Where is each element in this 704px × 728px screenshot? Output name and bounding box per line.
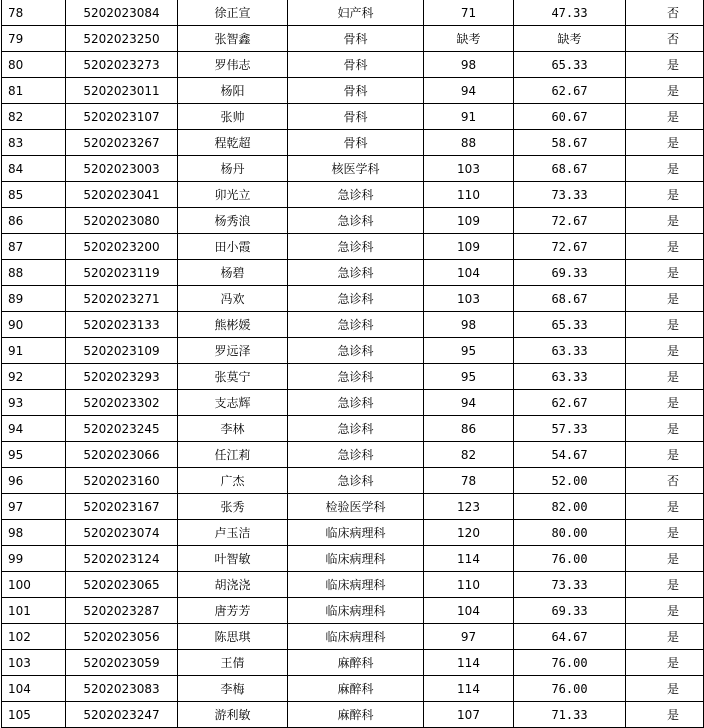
cell-name: 任江莉: [178, 442, 288, 468]
cell-written-score: 88: [424, 130, 514, 156]
cell-exam-number: 5202023066: [66, 442, 178, 468]
cell-exam-number: 5202023084: [66, 0, 178, 26]
cell-name: 广杰: [178, 468, 288, 494]
cell-written-score: 82: [424, 442, 514, 468]
cell-department: 急诊科: [288, 364, 424, 390]
cell-index: 80: [2, 52, 66, 78]
table-row: [2, 182, 704, 208]
cell-exam-number: 5202023302: [66, 390, 178, 416]
cell-department: 临床病理科: [288, 624, 424, 650]
cell-name: 张莫宁: [178, 364, 288, 390]
cell-index: 85: [2, 182, 66, 208]
cell-exam-number: 5202023167: [66, 494, 178, 520]
cell-converted-score: 63.33: [514, 364, 626, 390]
cell-exam-number: 5202023074: [66, 520, 178, 546]
cell-qualified: 是: [626, 130, 704, 156]
cell-name: 支志辉: [178, 390, 288, 416]
cell-department: 急诊科: [288, 416, 424, 442]
cell-written-score: 78: [424, 468, 514, 494]
cell-qualified: 是: [626, 260, 704, 286]
cell-qualified: 是: [626, 338, 704, 364]
cell-name: 冯欢: [178, 286, 288, 312]
cell-exam-number: 5202023250: [66, 26, 178, 52]
table-row: [2, 546, 704, 572]
cell-exam-number: 5202023271: [66, 286, 178, 312]
cell-written-score: 120: [424, 520, 514, 546]
cell-exam-number: 5202023273: [66, 52, 178, 78]
cell-qualified: 是: [626, 702, 704, 728]
cell-converted-score: 76.00: [514, 546, 626, 572]
cell-department: 临床病理科: [288, 520, 424, 546]
cell-exam-number: 5202023041: [66, 182, 178, 208]
cell-converted-score: 69.33: [514, 598, 626, 624]
table-row: [2, 390, 704, 416]
cell-name: 熊彬媛: [178, 312, 288, 338]
cell-written-score: 109: [424, 208, 514, 234]
cell-index: 91: [2, 338, 66, 364]
cell-qualified: 否: [626, 0, 704, 26]
cell-converted-score: 76.00: [514, 650, 626, 676]
cell-index: 99: [2, 546, 66, 572]
cell-department: 骨科: [288, 104, 424, 130]
cell-written-score: 110: [424, 182, 514, 208]
cell-qualified: 否: [626, 468, 704, 494]
cell-written-score: 缺考: [424, 26, 514, 52]
cell-name: 罗伟志: [178, 52, 288, 78]
cell-exam-number: 5202023247: [66, 702, 178, 728]
cell-exam-number: 5202023293: [66, 364, 178, 390]
cell-department: 急诊科: [288, 442, 424, 468]
cell-index: 88: [2, 260, 66, 286]
cell-name: 杨碧: [178, 260, 288, 286]
cell-converted-score: 72.67: [514, 234, 626, 260]
cell-index: 95: [2, 442, 66, 468]
table-row: [2, 520, 704, 546]
table-row: [2, 130, 704, 156]
cell-department: 临床病理科: [288, 546, 424, 572]
cell-exam-number: 5202023200: [66, 234, 178, 260]
cell-written-score: 71: [424, 0, 514, 26]
cell-qualified: 是: [626, 416, 704, 442]
cell-name: 张智鑫: [178, 26, 288, 52]
cell-exam-number: 5202023160: [66, 468, 178, 494]
cell-exam-number: 5202023133: [66, 312, 178, 338]
table-row: [2, 234, 704, 260]
cell-written-score: 91: [424, 104, 514, 130]
cell-name: 胡浇浇: [178, 572, 288, 598]
cell-name: 田小霞: [178, 234, 288, 260]
cell-exam-number: 5202023065: [66, 572, 178, 598]
cell-written-score: 95: [424, 338, 514, 364]
cell-name: 杨丹: [178, 156, 288, 182]
cell-exam-number: 5202023003: [66, 156, 178, 182]
cell-exam-number: 5202023080: [66, 208, 178, 234]
cell-written-score: 110: [424, 572, 514, 598]
cell-index: 101: [2, 598, 66, 624]
cell-converted-score: 54.67: [514, 442, 626, 468]
cell-converted-score: 58.67: [514, 130, 626, 156]
cell-name: 卢玉洁: [178, 520, 288, 546]
cell-index: 90: [2, 312, 66, 338]
cell-converted-score: 80.00: [514, 520, 626, 546]
cell-qualified: 是: [626, 364, 704, 390]
table-row: [2, 260, 704, 286]
cell-qualified: 是: [626, 52, 704, 78]
cell-name: 卯光立: [178, 182, 288, 208]
cell-department: 急诊科: [288, 208, 424, 234]
cell-department: 检验医学科: [288, 494, 424, 520]
cell-qualified: 是: [626, 598, 704, 624]
cell-index: 98: [2, 520, 66, 546]
cell-name: 罗远泽: [178, 338, 288, 364]
cell-exam-number: 5202023107: [66, 104, 178, 130]
cell-written-score: 86: [424, 416, 514, 442]
cell-department: 临床病理科: [288, 598, 424, 624]
cell-exam-number: 5202023119: [66, 260, 178, 286]
cell-index: 82: [2, 104, 66, 130]
cell-converted-score: 72.67: [514, 208, 626, 234]
cell-index: 87: [2, 234, 66, 260]
cell-qualified: 是: [626, 286, 704, 312]
cell-qualified: 是: [626, 520, 704, 546]
cell-index: 92: [2, 364, 66, 390]
cell-exam-number: 5202023124: [66, 546, 178, 572]
table-row: [2, 650, 704, 676]
cell-qualified: 是: [626, 234, 704, 260]
table-row: [2, 598, 704, 624]
cell-index: 94: [2, 416, 66, 442]
cell-converted-score: 57.33: [514, 416, 626, 442]
table-row: [2, 312, 704, 338]
cell-exam-number: 5202023267: [66, 130, 178, 156]
table-row: [2, 156, 704, 182]
cell-department: 急诊科: [288, 260, 424, 286]
cell-department: 急诊科: [288, 234, 424, 260]
cell-index: 93: [2, 390, 66, 416]
cell-qualified: 是: [626, 312, 704, 338]
cell-converted-score: 62.67: [514, 390, 626, 416]
cell-qualified: 是: [626, 546, 704, 572]
table-row: [2, 702, 704, 728]
cell-index: 79: [2, 26, 66, 52]
cell-qualified: 是: [626, 156, 704, 182]
cell-written-score: 114: [424, 650, 514, 676]
cell-index: 86: [2, 208, 66, 234]
cell-department: 麻醉科: [288, 676, 424, 702]
cell-exam-number: 5202023083: [66, 676, 178, 702]
cell-exam-number: 5202023287: [66, 598, 178, 624]
cell-department: 急诊科: [288, 312, 424, 338]
cell-name: 杨秀浪: [178, 208, 288, 234]
cell-written-score: 123: [424, 494, 514, 520]
cell-name: 徐正宣: [178, 0, 288, 26]
cell-written-score: 95: [424, 364, 514, 390]
table-row: [2, 78, 704, 104]
cell-converted-score: 缺考: [514, 26, 626, 52]
cell-name: 杨阳: [178, 78, 288, 104]
cell-written-score: 97: [424, 624, 514, 650]
cell-converted-score: 73.33: [514, 572, 626, 598]
cell-index: 96: [2, 468, 66, 494]
cell-qualified: 是: [626, 208, 704, 234]
cell-written-score: 94: [424, 390, 514, 416]
cell-name: 叶智敏: [178, 546, 288, 572]
cell-written-score: 104: [424, 598, 514, 624]
cell-index: 84: [2, 156, 66, 182]
cell-written-score: 103: [424, 156, 514, 182]
cell-written-score: 103: [424, 286, 514, 312]
cell-qualified: 是: [626, 390, 704, 416]
cell-qualified: 是: [626, 104, 704, 130]
table-row: [2, 0, 704, 26]
cell-written-score: 114: [424, 676, 514, 702]
table-row: [2, 338, 704, 364]
results-table: [1, 0, 704, 728]
table-row: [2, 416, 704, 442]
cell-department: 急诊科: [288, 182, 424, 208]
cell-converted-score: 73.33: [514, 182, 626, 208]
cell-department: 急诊科: [288, 468, 424, 494]
cell-converted-score: 68.67: [514, 286, 626, 312]
cell-name: 李林: [178, 416, 288, 442]
cell-exam-number: 5202023059: [66, 650, 178, 676]
cell-department: 麻醉科: [288, 650, 424, 676]
cell-converted-score: 82.00: [514, 494, 626, 520]
table-row: [2, 364, 704, 390]
cell-converted-score: 65.33: [514, 312, 626, 338]
cell-index: 104: [2, 676, 66, 702]
table-row: [2, 286, 704, 312]
cell-converted-score: 60.67: [514, 104, 626, 130]
cell-qualified: 否: [626, 26, 704, 52]
cell-department: 妇产科: [288, 0, 424, 26]
cell-written-score: 98: [424, 52, 514, 78]
cell-converted-score: 65.33: [514, 52, 626, 78]
cell-written-score: 104: [424, 260, 514, 286]
cell-index: 78: [2, 0, 66, 26]
cell-name: 唐芳芳: [178, 598, 288, 624]
cell-exam-number: 5202023245: [66, 416, 178, 442]
cell-department: 骨科: [288, 26, 424, 52]
cell-written-score: 98: [424, 312, 514, 338]
cell-converted-score: 68.67: [514, 156, 626, 182]
cell-converted-score: 76.00: [514, 676, 626, 702]
table-row: [2, 52, 704, 78]
cell-name: 张帅: [178, 104, 288, 130]
cell-index: 102: [2, 624, 66, 650]
cell-converted-score: 47.33: [514, 0, 626, 26]
cell-index: 81: [2, 78, 66, 104]
cell-written-score: 94: [424, 78, 514, 104]
table-body: [2, 0, 704, 728]
cell-index: 97: [2, 494, 66, 520]
cell-qualified: 是: [626, 494, 704, 520]
cell-department: 急诊科: [288, 338, 424, 364]
cell-department: 急诊科: [288, 286, 424, 312]
cell-written-score: 107: [424, 702, 514, 728]
cell-name: 李梅: [178, 676, 288, 702]
cell-written-score: 114: [424, 546, 514, 572]
cell-index: 89: [2, 286, 66, 312]
cell-department: 急诊科: [288, 390, 424, 416]
table-row: [2, 26, 704, 52]
table-row: [2, 468, 704, 494]
cell-converted-score: 69.33: [514, 260, 626, 286]
cell-department: 骨科: [288, 130, 424, 156]
table-row: [2, 676, 704, 702]
cell-name: 游利敏: [178, 702, 288, 728]
cell-exam-number: 5202023109: [66, 338, 178, 364]
cell-qualified: 是: [626, 78, 704, 104]
table-row: [2, 624, 704, 650]
cell-department: 麻醉科: [288, 702, 424, 728]
cell-converted-score: 62.67: [514, 78, 626, 104]
table-row: [2, 442, 704, 468]
cell-qualified: 是: [626, 442, 704, 468]
cell-qualified: 是: [626, 572, 704, 598]
cell-department: 临床病理科: [288, 572, 424, 598]
cell-name: 张秀: [178, 494, 288, 520]
cell-index: 105: [2, 702, 66, 728]
cell-department: 核医学科: [288, 156, 424, 182]
cell-index: 103: [2, 650, 66, 676]
cell-name: 王倩: [178, 650, 288, 676]
cell-qualified: 是: [626, 650, 704, 676]
cell-written-score: 109: [424, 234, 514, 260]
table-row: [2, 104, 704, 130]
cell-qualified: 是: [626, 676, 704, 702]
table-row: [2, 572, 704, 598]
table-row: [2, 494, 704, 520]
cell-name: 程乾超: [178, 130, 288, 156]
cell-qualified: 是: [626, 624, 704, 650]
cell-exam-number: 5202023011: [66, 78, 178, 104]
cell-department: 骨科: [288, 78, 424, 104]
cell-converted-score: 64.67: [514, 624, 626, 650]
cell-exam-number: 5202023056: [66, 624, 178, 650]
cell-index: 100: [2, 572, 66, 598]
cell-converted-score: 52.00: [514, 468, 626, 494]
cell-converted-score: 71.33: [514, 702, 626, 728]
cell-name: 陈思琪: [178, 624, 288, 650]
cell-department: 骨科: [288, 52, 424, 78]
cell-index: 83: [2, 130, 66, 156]
table-row: [2, 208, 704, 234]
cell-converted-score: 63.33: [514, 338, 626, 364]
cell-qualified: 是: [626, 182, 704, 208]
